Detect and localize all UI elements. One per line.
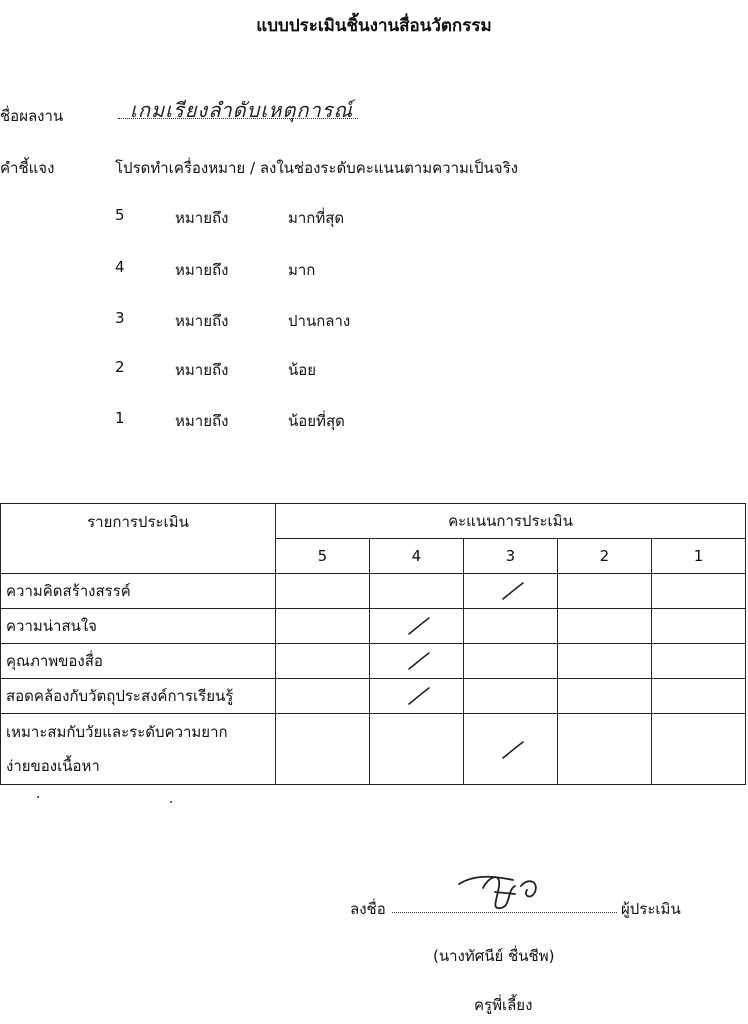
scan-speck <box>170 801 172 803</box>
score-cell[interactable] <box>557 679 651 714</box>
score-cell[interactable] <box>275 609 369 644</box>
criterion-label: สอดคล้องกับวัตถุประสงค์การเรียนรู้ <box>1 679 276 714</box>
score-cell[interactable] <box>275 679 369 714</box>
scale-meaning: น้อย <box>288 361 317 379</box>
score-cell[interactable] <box>557 574 651 609</box>
check-mark <box>406 650 432 672</box>
scale-meaning: ปานกลาง <box>288 312 351 330</box>
criterion-label: คุณภาพของสื่อ <box>1 644 276 679</box>
table-row <box>1 679 746 714</box>
work-name-label: ชื่อผลงาน <box>0 107 64 125</box>
score-cell[interactable] <box>369 574 463 609</box>
scale-meaning: น้อยที่สุด <box>288 412 345 430</box>
check-mark <box>500 580 526 602</box>
score-cell[interactable] <box>557 609 651 644</box>
criterion-label <box>1 714 276 785</box>
score-cell[interactable] <box>651 714 745 785</box>
score-cell[interactable] <box>557 714 651 785</box>
evaluation-table <box>0 503 746 785</box>
criterion-label-line2: ง่ายของเนื้อหา <box>6 757 100 775</box>
scan-speck <box>37 796 39 798</box>
sign-label: ลงชื่อ <box>350 900 386 918</box>
criterion-label-line1: เหมาะสมกับวัยและระดับความยาก <box>6 723 228 741</box>
criterion-label: ความน่าสนใจ <box>1 609 276 644</box>
scale-score: 2 <box>115 358 125 376</box>
score-cell[interactable] <box>369 644 463 679</box>
score-cell[interactable] <box>463 609 557 644</box>
evaluator-position: ครูพี่เลี้ยง <box>474 996 533 1014</box>
score-cell[interactable] <box>463 644 557 679</box>
score-cell[interactable] <box>275 644 369 679</box>
check-mark <box>406 685 432 707</box>
score-header-5: 5 <box>275 539 369 574</box>
criterion-label: ความคิดสร้างสรรค์ <box>1 574 276 609</box>
score-cell[interactable] <box>651 644 745 679</box>
check-mark <box>500 739 526 761</box>
score-cell[interactable] <box>651 574 745 609</box>
scale-score: 5 <box>115 206 125 224</box>
score-cell[interactable] <box>275 574 369 609</box>
score-header-1: 1 <box>651 539 745 574</box>
score-cell[interactable] <box>275 714 369 785</box>
score-header-3: 3 <box>463 539 557 574</box>
scale-means: หมายถึง <box>175 361 229 379</box>
score-cell[interactable] <box>369 609 463 644</box>
item-column-header: รายการประเมิน <box>1 504 276 574</box>
score-cell[interactable] <box>369 714 463 785</box>
work-name-value: เกมเรียงลำดับเหตุการณ์ <box>130 98 354 122</box>
scale-score: 1 <box>115 409 125 427</box>
scale-means: หมายถึง <box>175 412 229 430</box>
score-cell[interactable] <box>463 679 557 714</box>
evaluator-role-label: ผู้ประเมิน <box>621 900 681 918</box>
check-mark <box>406 615 432 637</box>
score-column-header: คะแนนการประเมิน <box>275 504 745 539</box>
table-row <box>1 644 746 679</box>
scale-means: หมายถึง <box>175 261 229 279</box>
scale-score: 4 <box>115 258 125 276</box>
score-cell[interactable] <box>463 574 557 609</box>
score-cell[interactable] <box>369 679 463 714</box>
page-title: แบบประเมินชิ้นงานสื่อนวัตกรรม <box>256 16 492 36</box>
table-row <box>1 609 746 644</box>
table-row <box>1 574 746 609</box>
instruction-text: โปรดทำเครื่องหมาย / ลงในช่องระดับคะแนนตามความเป็นจริง <box>115 159 518 177</box>
scale-score: 3 <box>115 309 125 327</box>
scale-meaning: มากที่สุด <box>288 209 345 227</box>
instruction-label: คำชี้แจง <box>0 159 55 177</box>
score-header-2: 2 <box>557 539 651 574</box>
score-header-4: 4 <box>369 539 463 574</box>
score-cell[interactable] <box>463 714 557 785</box>
handwritten-signature <box>455 866 565 916</box>
evaluator-name: (นางทัศนีย์ ชื่นชีพ) <box>433 947 555 965</box>
table-row <box>1 714 746 785</box>
scale-means: หมายถึง <box>175 209 229 227</box>
scale-meaning: มาก <box>288 261 316 279</box>
score-cell[interactable] <box>651 679 745 714</box>
scale-means: หมายถึง <box>175 312 229 330</box>
score-cell[interactable] <box>557 644 651 679</box>
score-cell[interactable] <box>651 609 745 644</box>
